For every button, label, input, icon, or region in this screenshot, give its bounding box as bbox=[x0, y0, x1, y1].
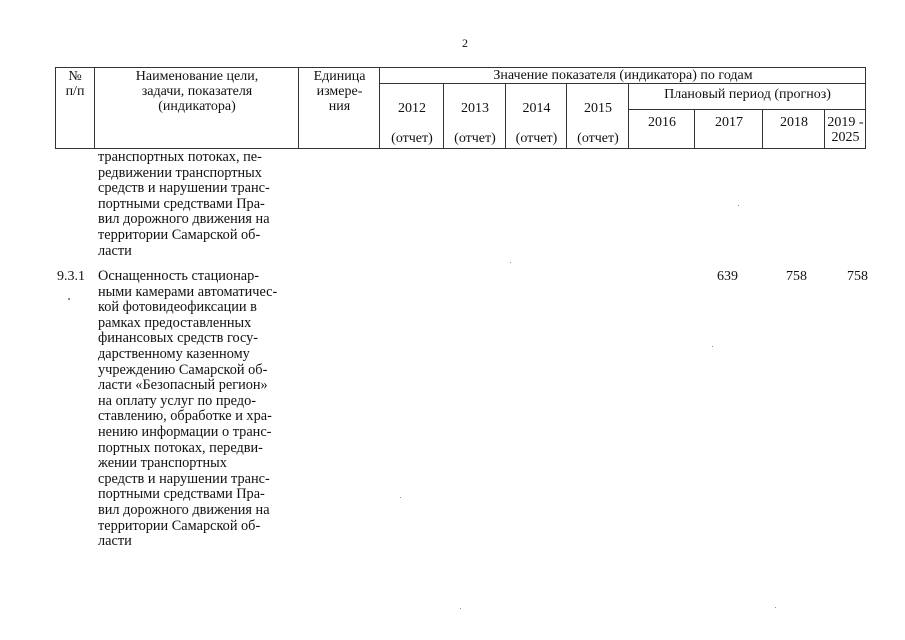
scan-speck bbox=[712, 346, 713, 347]
row-number: 9.3.1 bbox=[57, 269, 85, 284]
scan-speck bbox=[68, 298, 70, 300]
scan-speck bbox=[510, 262, 511, 263]
header-name: Наименование цели, задачи, показателя (индикатора) bbox=[135, 69, 259, 114]
header-year-2016: 2016 bbox=[648, 115, 676, 130]
continuation-text: транспортных потоках, пе- редвижении транспортных средств и нарушении транс- портными средствами Пра- вил дорожного движения на территории Самарской об- ласти bbox=[98, 149, 270, 259]
header-number: № п/п bbox=[65, 69, 85, 99]
header-year-2019-2025: 2019 - 2025 bbox=[827, 115, 864, 145]
header-year-2015: 2015 (отчет) bbox=[577, 101, 619, 146]
scan-speck bbox=[460, 608, 461, 609]
header-planned-group: Плановый период (прогноз) bbox=[664, 87, 831, 102]
page-number: 2 bbox=[462, 36, 468, 50]
scan-speck bbox=[775, 607, 776, 608]
row-value-2017: 639 bbox=[717, 269, 738, 284]
header-unit: Единица измере- ния bbox=[313, 69, 366, 114]
header-year-2018: 2018 bbox=[780, 115, 808, 130]
scan-speck bbox=[738, 205, 739, 206]
header-year-2017: 2017 bbox=[715, 115, 743, 130]
row-value-2019-2025: 758 bbox=[847, 269, 868, 284]
header-year-2012: 2012 (отчет) bbox=[391, 101, 433, 146]
scan-speck bbox=[400, 497, 401, 498]
header-year-2013: 2013 (отчет) bbox=[454, 101, 496, 146]
row-name: Оснащенность стационар- ными камерами автоматичес- кой фотовидеофиксации в рамках предоставленных финансовых средств госу- дарственному казенному учреждению Самарской об- ласти «Безопасный регион» на оплату услуг по предо- ставлению, обработке и хра- нению информации о транс- портных потоках, передви- жении транспортных средств и нарушении транс- портными средствами Пра- вил дорожного движения на территории Самарской об- ласти bbox=[98, 268, 278, 550]
header-year-2014: 2014 (отчет) bbox=[515, 101, 558, 146]
header-values-group: Значение показателя (индикатора) по годам bbox=[493, 68, 753, 83]
row-value-2018: 758 bbox=[786, 269, 807, 284]
